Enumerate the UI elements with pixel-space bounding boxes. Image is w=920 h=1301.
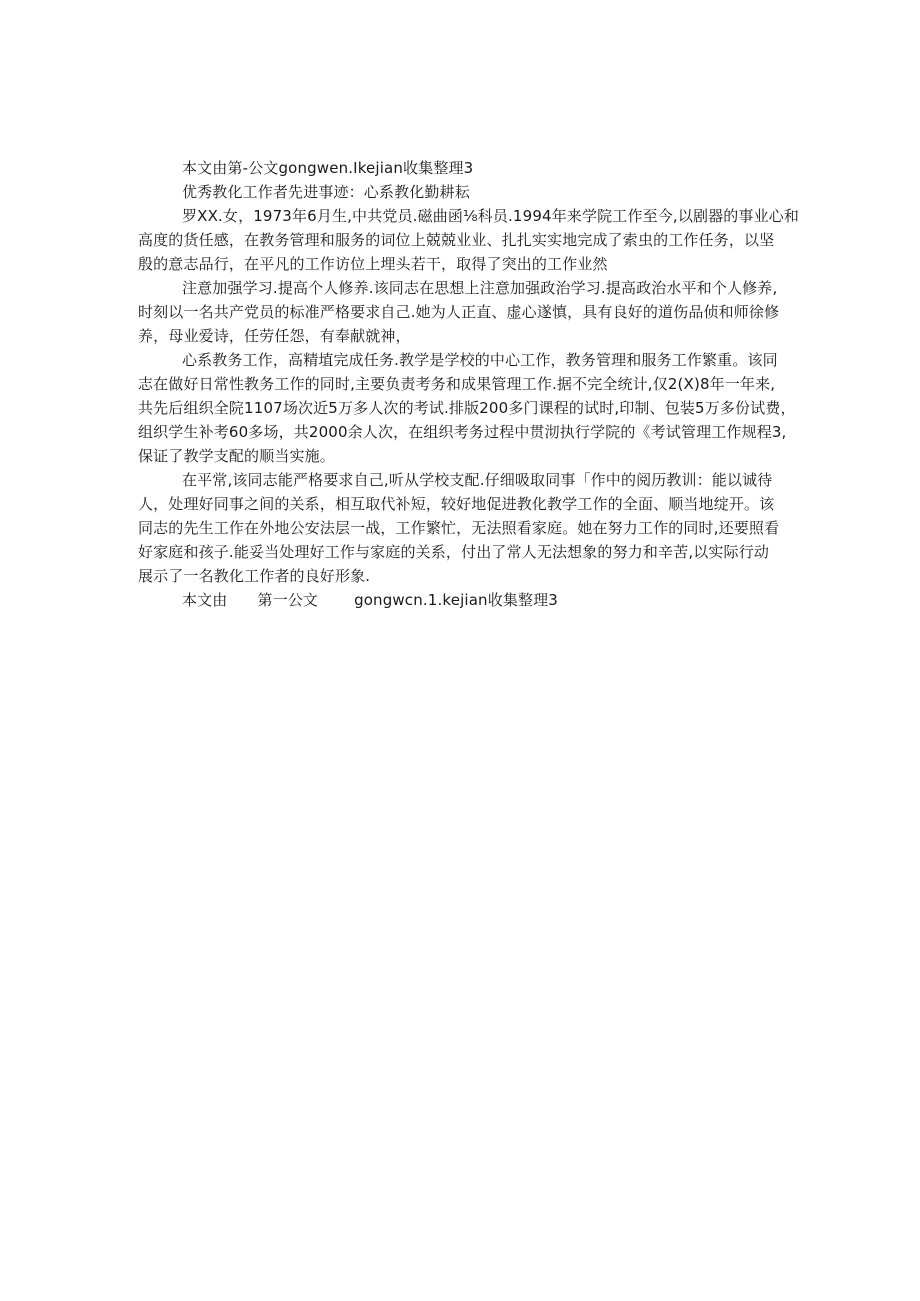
header-note: 本文由第-公文gongwen.Ikejian收集整理3 [182,159,474,177]
paragraph-3 [138,348,796,468]
paragraph-line: 人，处理好同事之间的关系，相互取代补短，较好地促进教化教学工作的全面、顺当地绽开。该 [138,495,775,513]
paragraph-line: 殷的意志品行，在平凡的工作访位上埋头若干，取得了突出的工作业然 [138,255,608,273]
document-page [138,156,800,612]
paragraph-line: 共先后组织全院1107场次近5万多人次的考试.排版200多门课程的试时,印制、包装5万多份试费， [138,399,796,417]
paragraph-line: 在平常,该同志能严格要求自己,听从学校支配.仔细吸取同事「作中的阅历教训：能以诚待 [182,471,773,489]
footer-part-3: gongwcn.1.kejian收集整理3 [354,591,558,609]
footer-note [138,588,786,612]
paragraph-line: 志在做好日常性教务工作的同时,主要负责考务和成果管理工作.据不完全统计,仅2(X)8年一年来, [138,375,776,393]
footer-part-2: 第一公文 [257,591,319,609]
paragraph-line: 展示了一名教化工作者的良好形象. [138,567,371,585]
paragraph-1 [138,204,800,276]
paragraph-line: 心系教务工作，高精埴完成任务.教学是学校的中心工作，教务管理和服务工作繁重。该同 [182,351,778,369]
paragraph-line: 保证了教学支配的顺当实施。 [138,447,335,465]
paragraph-4 [138,468,786,588]
paragraph-line: 罗XX.女，1973年6月生,中共党员.磁曲函⅛科员.1994年来学院工作至今,以剧器的事业心和 [182,207,800,225]
paragraph-2 [138,276,786,348]
paragraph-line: 高度的货任感，在教务管理和服务的词位上兢兢业业、扎扎实实地完成了索虫的工作任务，以坚 [138,231,775,249]
footer-part-1: 本文由 [182,591,228,609]
paragraph-line: 养，母业爱诗，任劳任怨，有奉献就神， [138,327,411,345]
paragraph-line: 同志的先生工作在外地公安法层一战，工作繁忙，无法照看家庭。她在努力工作的同时,还要照看 [138,519,780,537]
article-title: 优秀教化工作者先进事迹：心系教化勤耕耘 [182,183,470,201]
paragraph-line: 组织学生补考60多场，共2000余人次，在组织考务过程中贯沏执行学院的《考试管理工作规程3, [138,423,787,441]
paragraph-line: 时刻以一名共产党员的标准严格要求自己.她为人正直、虚心遂慎，具有良好的道伤品侦和师徐修 [138,303,780,321]
paragraph-line: 好家庭和孩子.能妥当处理好工作与家庭的关系，付出了常人无法想象的努力和辛苦,以实际行动 [138,543,769,561]
paragraph-line: 注意加强学习.提高个人修养.该同志在思想上注意加强政治学习.提高政治水平和个人修养, [182,279,778,297]
